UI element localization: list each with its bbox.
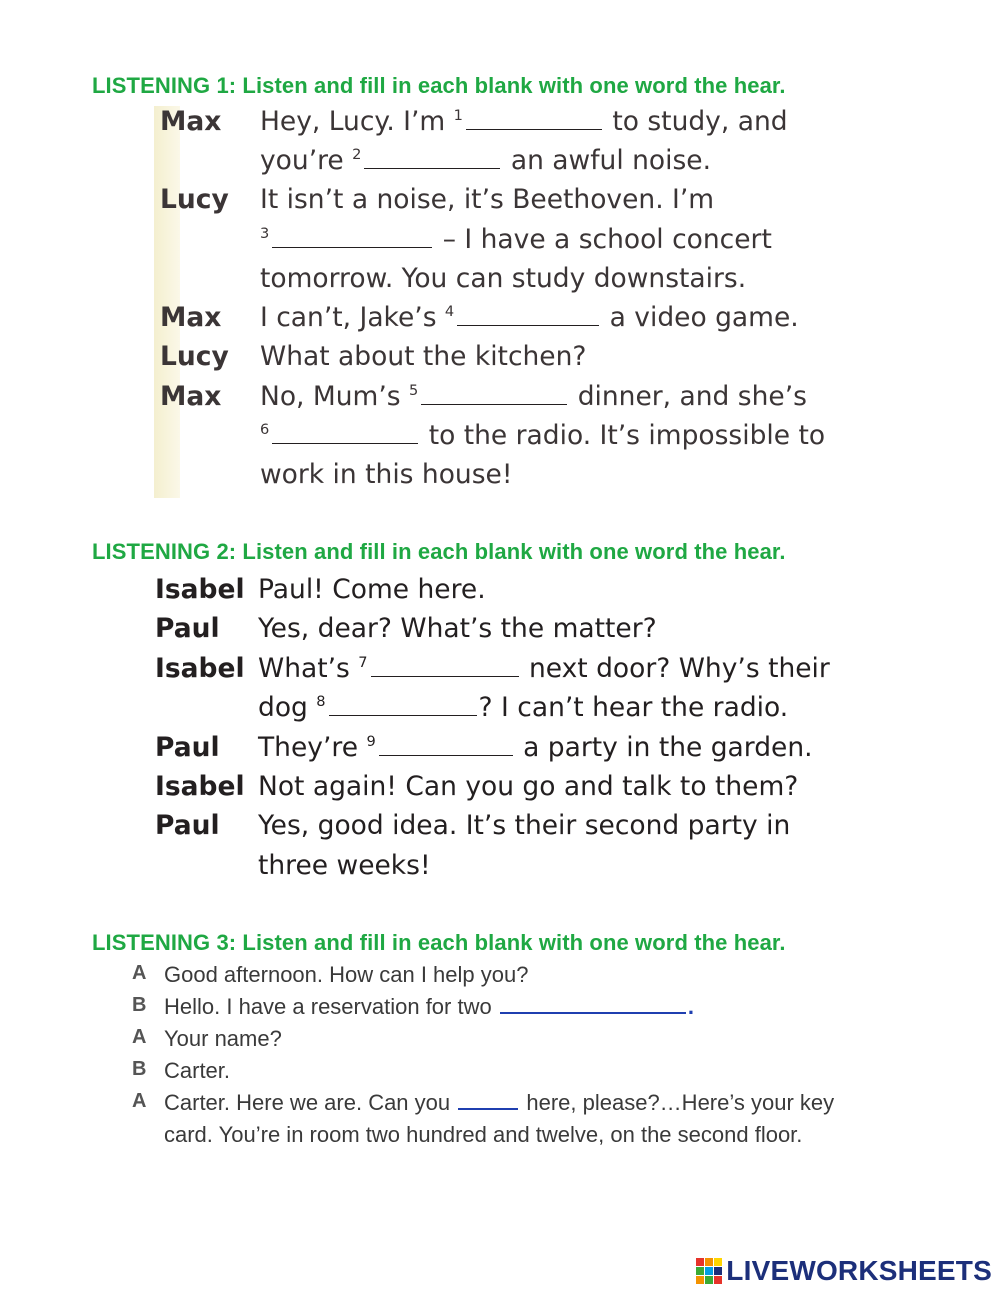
line-text: a party in the garden. — [514, 732, 813, 763]
blank-1[interactable] — [466, 128, 602, 130]
line-text: . — [687, 994, 694, 1019]
blank-reservation[interactable] — [500, 1011, 686, 1014]
line-text: a video game. — [601, 302, 799, 333]
line-text: Yes, dear? What’s the matter? — [258, 613, 657, 644]
line-text: Yes, good idea. It’s their second party in — [258, 810, 791, 841]
blank-number: 9 — [366, 732, 376, 750]
blank-number: 5 — [409, 381, 419, 399]
listening-2-heading: LISTENING 2: Listen and fill in each blank with one word the hear. — [92, 539, 786, 564]
line-text: tomorrow. You can study downstairs. — [260, 263, 747, 294]
speaker-label: Paul — [155, 732, 220, 763]
blank-number: 4 — [444, 302, 455, 320]
line-text: dog — [258, 692, 317, 723]
line-text: I can’t, Jake’s — [260, 302, 445, 333]
speaker-label: B — [132, 1058, 147, 1080]
listening-1-heading: LISTENING 1: Listen and fill in each blank with one word the hear. — [92, 73, 786, 98]
blank-number: 6 — [260, 420, 270, 438]
speaker-label: Isabel — [155, 574, 245, 605]
line-text: Good afternoon. How can I help you? — [164, 962, 529, 987]
blank-number: 7 — [358, 653, 368, 671]
logo-text: LIVEWORKSHEETS — [726, 1255, 992, 1286]
line-text: three weeks! — [258, 850, 431, 881]
blank-sign[interactable] — [458, 1107, 518, 1110]
line-text: What about the kitchen? — [260, 341, 587, 372]
line-text: to the radio. It’s impossible to — [420, 420, 826, 451]
line-text: an awful noise. — [502, 145, 712, 176]
line-text: Carter. Here we are. Can you — [164, 1090, 457, 1115]
blank-number: 1 — [453, 106, 463, 124]
speaker-label: Paul — [155, 613, 220, 644]
line-text: dinner, and she’s — [569, 381, 807, 412]
blank-number: 8 — [316, 692, 326, 710]
line-text: What’s — [258, 653, 359, 684]
speaker-label: Isabel — [155, 771, 245, 802]
line-text: It isn’t a noise, it’s Beethoven. I’m — [260, 184, 715, 215]
speaker-label: Paul — [155, 810, 220, 841]
speaker-label: Max — [160, 381, 222, 412]
speaker-label: A — [132, 1090, 147, 1112]
line-text: next door? Why’s their — [520, 653, 830, 684]
blank-9[interactable] — [379, 754, 513, 756]
speaker-label: A — [132, 1026, 147, 1048]
line-text: Hey, Lucy. I’m — [260, 106, 454, 137]
line-text: Paul! Come here. — [258, 574, 486, 605]
speaker-label: Max — [160, 302, 222, 333]
blank-3[interactable] — [272, 246, 432, 248]
line-text: here, please?…Here’s your key — [520, 1090, 835, 1115]
listening-3-heading: LISTENING 3: Listen and fill in each blank with one word the hear. — [92, 930, 786, 955]
blank-2[interactable] — [364, 167, 500, 169]
listening-1-dialogue — [150, 106, 880, 504]
line-text: They’re — [258, 732, 367, 763]
speaker-label: Isabel — [155, 653, 245, 684]
blank-number: 2 — [352, 145, 362, 163]
speaker-label: A — [132, 962, 147, 984]
line-text: card. You’re in room two hundred and twelve, on the second floor. — [164, 1122, 803, 1147]
line-text: Hello. I have a reservation for two — [164, 994, 498, 1019]
line-text: to study, and — [603, 106, 788, 137]
speaker-label: Lucy — [160, 184, 229, 215]
blank-6[interactable] — [272, 442, 418, 444]
speaker-label: B — [132, 994, 147, 1016]
speaker-label: Lucy — [160, 341, 229, 372]
liveworksheets-logo — [696, 1254, 992, 1288]
line-text: – I have a school concert — [434, 224, 772, 255]
line-text: Carter. — [164, 1058, 231, 1083]
line-text: Not again! Can you go and talk to them? — [258, 771, 799, 802]
blank-7[interactable] — [371, 675, 519, 677]
line-text: work in this house! — [260, 459, 513, 490]
blank-4[interactable] — [457, 324, 599, 326]
blank-8[interactable] — [329, 714, 477, 716]
speaker-label: Max — [160, 106, 222, 137]
blank-5[interactable] — [421, 403, 567, 405]
liveworksheets-logo-icon — [696, 1258, 722, 1284]
line-text: you’re — [260, 145, 353, 176]
blank-number: 3 — [260, 224, 270, 242]
line-text: ? I can’t hear the radio. — [478, 692, 789, 723]
line-text: Your name? — [164, 1026, 282, 1051]
line-text: No, Mum’s — [260, 381, 410, 412]
